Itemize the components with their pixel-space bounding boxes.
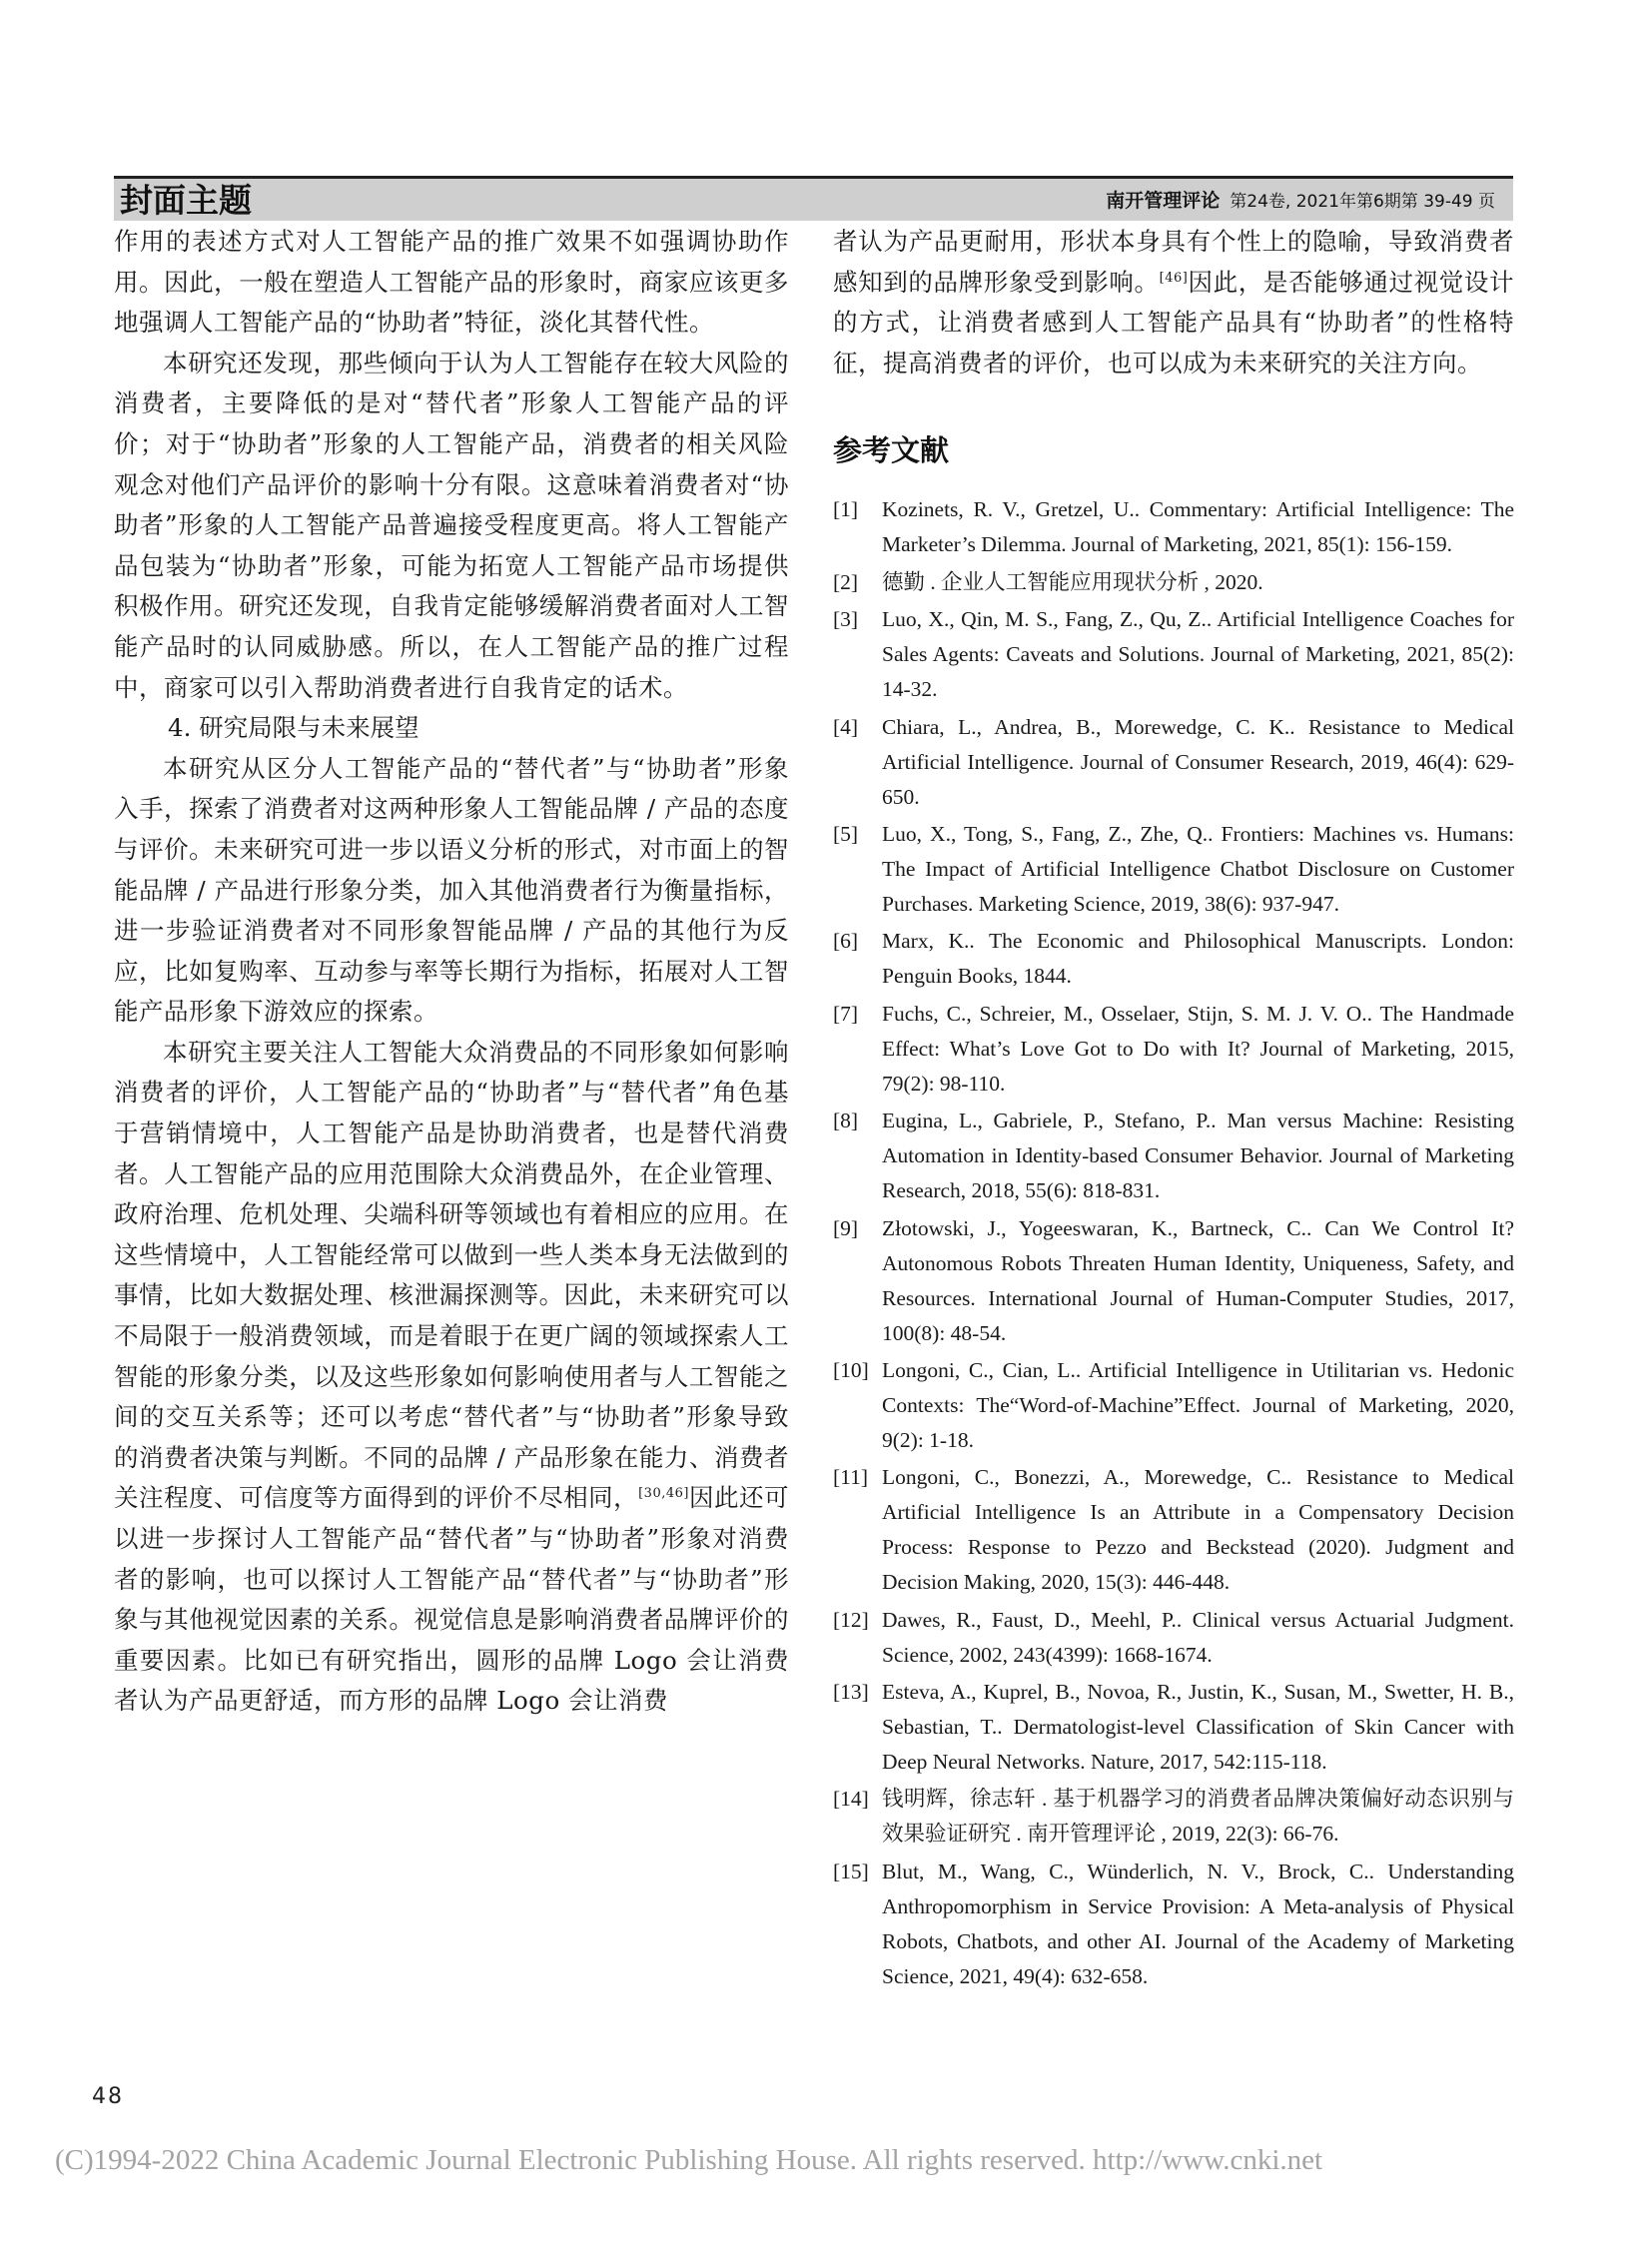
reference-item [833,565,1514,600]
issue-info: 第24卷, 2021年第6期第 39-49 页 [1230,192,1495,212]
body-paragraph: 本研究还发现，那些倾向于认为人工智能存在较大风险的消费者，主要降低的是对“替代者”形象人工智能产品的评价；对于“协助者”形象的人工智能产品，消费者的相关风险观念对他们产品评价的影响十分有限。这意味着消费者对“协助者”形象的人工智能产品普遍接受程度更高。将人工智能产品包装为“协助者”形象，可能为拓宽人工智能产品市场提供积极作用。研究还发现，自我肯定能够缓解消费者面对人工智能产品时的认同威胁感。所以，在人工智能产品的推广过程中，商家可以引入帮助消费者进行自我肯定的话术。 [114,348,789,702]
reference-number: [1] [833,497,859,522]
reference-item [833,997,1514,1102]
reference-number: [5] [833,821,859,846]
reference-number: [2] [833,569,859,594]
right-column [833,222,1514,1996]
citation-superscript: [46] [1159,270,1189,286]
reference-number: [10] [833,1357,869,1382]
reference-number: [15] [833,1859,869,1883]
reference-text: Luo, X., Tong, S., Fang, Z., Zhe, Q.. Frontiers: Machines vs. Humans: The Impact of Artificial Intelligence Chatbot Disclosure on Customer Purchases. Marketing Science, 2019, 38(6): 937-947. [882,821,1514,916]
journal-name: 南开管理评论 [1106,190,1221,212]
references-heading: 参考文献 [833,433,950,468]
reference-number: [14] [833,1787,869,1812]
page-number: 48 [92,2084,124,2109]
reference-number: [13] [833,1680,869,1705]
reference-number: [11] [833,1465,869,1490]
body-paragraph: 作用的表述方式对人工智能产品的推广效果不如强调协助作用。因此，一般在塑造人工智能产品的形象时，商家应该更多地强调人工智能产品的“协助者”特征，淡化其替代性。 [114,227,789,338]
reference-item [833,1675,1514,1780]
journal-info [1106,179,1495,221]
body-paragraph: 本研究从区分人工智能产品的“替代者”与“协助者”形象入手，探索了消费者对这两种形象人工智能品牌 / 产品的态度与评价。未来研究可进一步以语义分析的形式，对市面上的智能品牌 / 产品进行形象分类，加入其他消费者行为衡量指标，进一步验证消费者对不同形象智能品牌 / 产品的其他行为反应，比如复购率、互动参与率等长期行为指标，拓展对人工智能产品形象下游效应的探索。 [114,753,789,1027]
body-paragraph [833,222,1514,383]
reference-item [833,1603,1514,1673]
reference-item [833,1104,1514,1208]
reference-text: Marx, K.. The Economic and Philosophical Manuscripts. London: Penguin Books, 1844. [882,929,1514,989]
reference-text: Eugina, L., Gabriele, P., Stefano, P.. Man versus Machine: Resisting Automation in Identity-based Consumer Behavior. Journal of Marketing Research, 2018, 55(6): 818-831. [882,1109,1514,1203]
reference-text: Esteva, A., Kuprel, B., Novoa, R., Justin, K., Susan, M., Swetter, H. B., Sebastian, T.. Dermatologist-level Classification of Skin Cancer with Deep Neural Networks. Nature, 2017, 542:115-118. [882,1680,1514,1775]
reference-number: [8] [833,1109,859,1133]
reference-number: [12] [833,1607,869,1632]
reference-number: [3] [833,607,859,632]
reference-number: [9] [833,1215,859,1240]
reference-text: 钱明辉，徐志轩 . 基于机器学习的消费者品牌决策偏好动态识别与效果验证研究 . 南开管理评论 , 2019, 22(3): 66-76. [882,1787,1514,1847]
reference-item [833,1353,1514,1458]
reference-text: Blut, M., Wang, C., Wünderlich, N. V., Brock, C.. Understanding Anthropomorphism in Service Provision: A Meta-analysis of Physical Robots, Chatbots, and other AI. Journal of the Academy of Marketing Science, 2021, 49(4): 632-658. [882,1859,1514,1988]
reference-item [833,817,1514,922]
reference-item [833,924,1514,994]
citation-superscript: [30,46] [638,1486,689,1502]
reference-text: Luo, X., Qin, M. S., Fang, Z., Qu, Z.. Artificial Intelligence Coaches for Sales Agents: Caveats and Solutions. Journal of Marketing, 2021, 85(2): 14-32. [882,607,1514,702]
reference-text: Longoni, C., Cian, L.. Artificial Intelligence in Utilitarian vs. Hedonic Contexts: The“Word-of-Machine”Effect. Journal of Marketing, 2020, 9(2): 1-18. [882,1357,1514,1452]
reference-item [833,1782,1514,1852]
reference-number: [7] [833,1001,859,1026]
paragraph-text: 者认为产品更耐用，形状本身具有个性上的隐喻，导致消费者感知到的品牌形象受到影响。 [833,227,1514,297]
reference-text: Fuchs, C., Schreier, M., Osselaer, Stijn, S. M. J. V. O.. The Handmade Effect: What’s Love Got to Do with It? Journal of Marketing, 2015, 79(2): 98-110. [882,1001,1514,1096]
reference-item [833,1211,1514,1351]
subsection-heading: 4. 研究局限与未来展望 [168,713,419,743]
reference-item [833,492,1514,562]
section-title: 封面主题 [120,181,252,220]
paragraph-text: 因此，是否能够通过视觉设计的方式，让消费者感到人工智能产品具有“协助者”的性格特征，提高消费者的评价，也可以成为未来研究的关注方向。 [833,267,1514,377]
running-header [114,176,1513,221]
reference-item [833,1460,1514,1600]
reference-text: Chiara, L., Andrea, B., Morewedge, C. K.. Resistance to Medical Artificial Intelligence. Journal of Consumer Research, 2019, 46(4): 629-650. [882,714,1514,809]
paragraph-text: 本研究主要关注人工智能大众消费品的不同形象如何影响消费者的评价，人工智能产品的“协助者”与“替代者”角色基于营销情境中，人工智能产品是协助消费者，也是替代消费者。人工智能产品的应用范围除大众消费品外，在企业管理、政府治理、危机处理、尖端科研等领域也有着相应的应用。在这些情境中，人工智能经常可以做到一些人类本身无法做到的事情，比如大数据处理、核泄漏探测等。因此，未来研究可以不局限于一般消费领域，而是着眼于在更广阔的领域探索人工智能的形象分类，以及这些形象如何影响使用者与人工智能之间的交互关系等；还可以考虑“替代者”与“协助者”形象导致的消费者决策与判断。不同的品牌 / 产品形象在能力、消费者关注程度、可信度等方面得到的评价不尽相同， [114,1037,789,1513]
reference-number: [4] [833,714,859,739]
left-column [114,222,789,1722]
reference-text: Złotowski, J., Yogeeswaran, K., Bartneck, C.. Can We Control It? Autonomous Robots Threaten Human Identity, Uniqueness, Safety, and Resources. International Journal of Human-Computer Studies, 2017, 100(8): 48-54. [882,1215,1514,1345]
copyright-notice: (C)1994-2022 China Academic Journal Electronic Publishing House. All rights reserved. http://www.cnki.net [55,2144,1323,2176]
reference-text: Dawes, R., Faust, D., Meehl, P.. Clinical versus Actuarial Judgment. Science, 2002, 243(4399): 1668-1674. [882,1607,1514,1667]
body-paragraph [114,1033,789,1722]
reference-text: 德勤 . 企业人工智能应用现状分析 , 2020. [882,569,1263,594]
reference-item [833,710,1514,815]
reference-text: Kozinets, R. V., Gretzel, U.. Commentary: Artificial Intelligence: The Marketer’s Dilemma. Journal of Marketing, 2021, 85(1): 156-159. [882,497,1514,557]
reference-number: [6] [833,929,859,954]
reference-item [833,602,1514,707]
reference-list [833,492,1514,1993]
reference-text: Longoni, C., Bonezzi, A., Morewedge, C.. Resistance to Medical Artificial Intelligence Is an Attribute in a Compensatory Decision Process: Response to Pezzo and Beckstead (2020). Judgment and Decision Making, 2020, 15(3): 446-448. [882,1465,1514,1595]
paragraph-text: 因此还可以进一步探讨人工智能产品“替代者”与“协助者”形象对消费者的影响，也可以探讨人工智能产品“替代者”与“协助者”形象与其他视觉因素的关系。视觉信息是影响消费者品牌评价的重要因素。比如已有研究指出，圆形的品牌 Logo 会让消费者认为产品更舒适，而方形的品牌 Logo 会让消费 [114,1483,790,1716]
reference-item [833,1855,1514,1994]
